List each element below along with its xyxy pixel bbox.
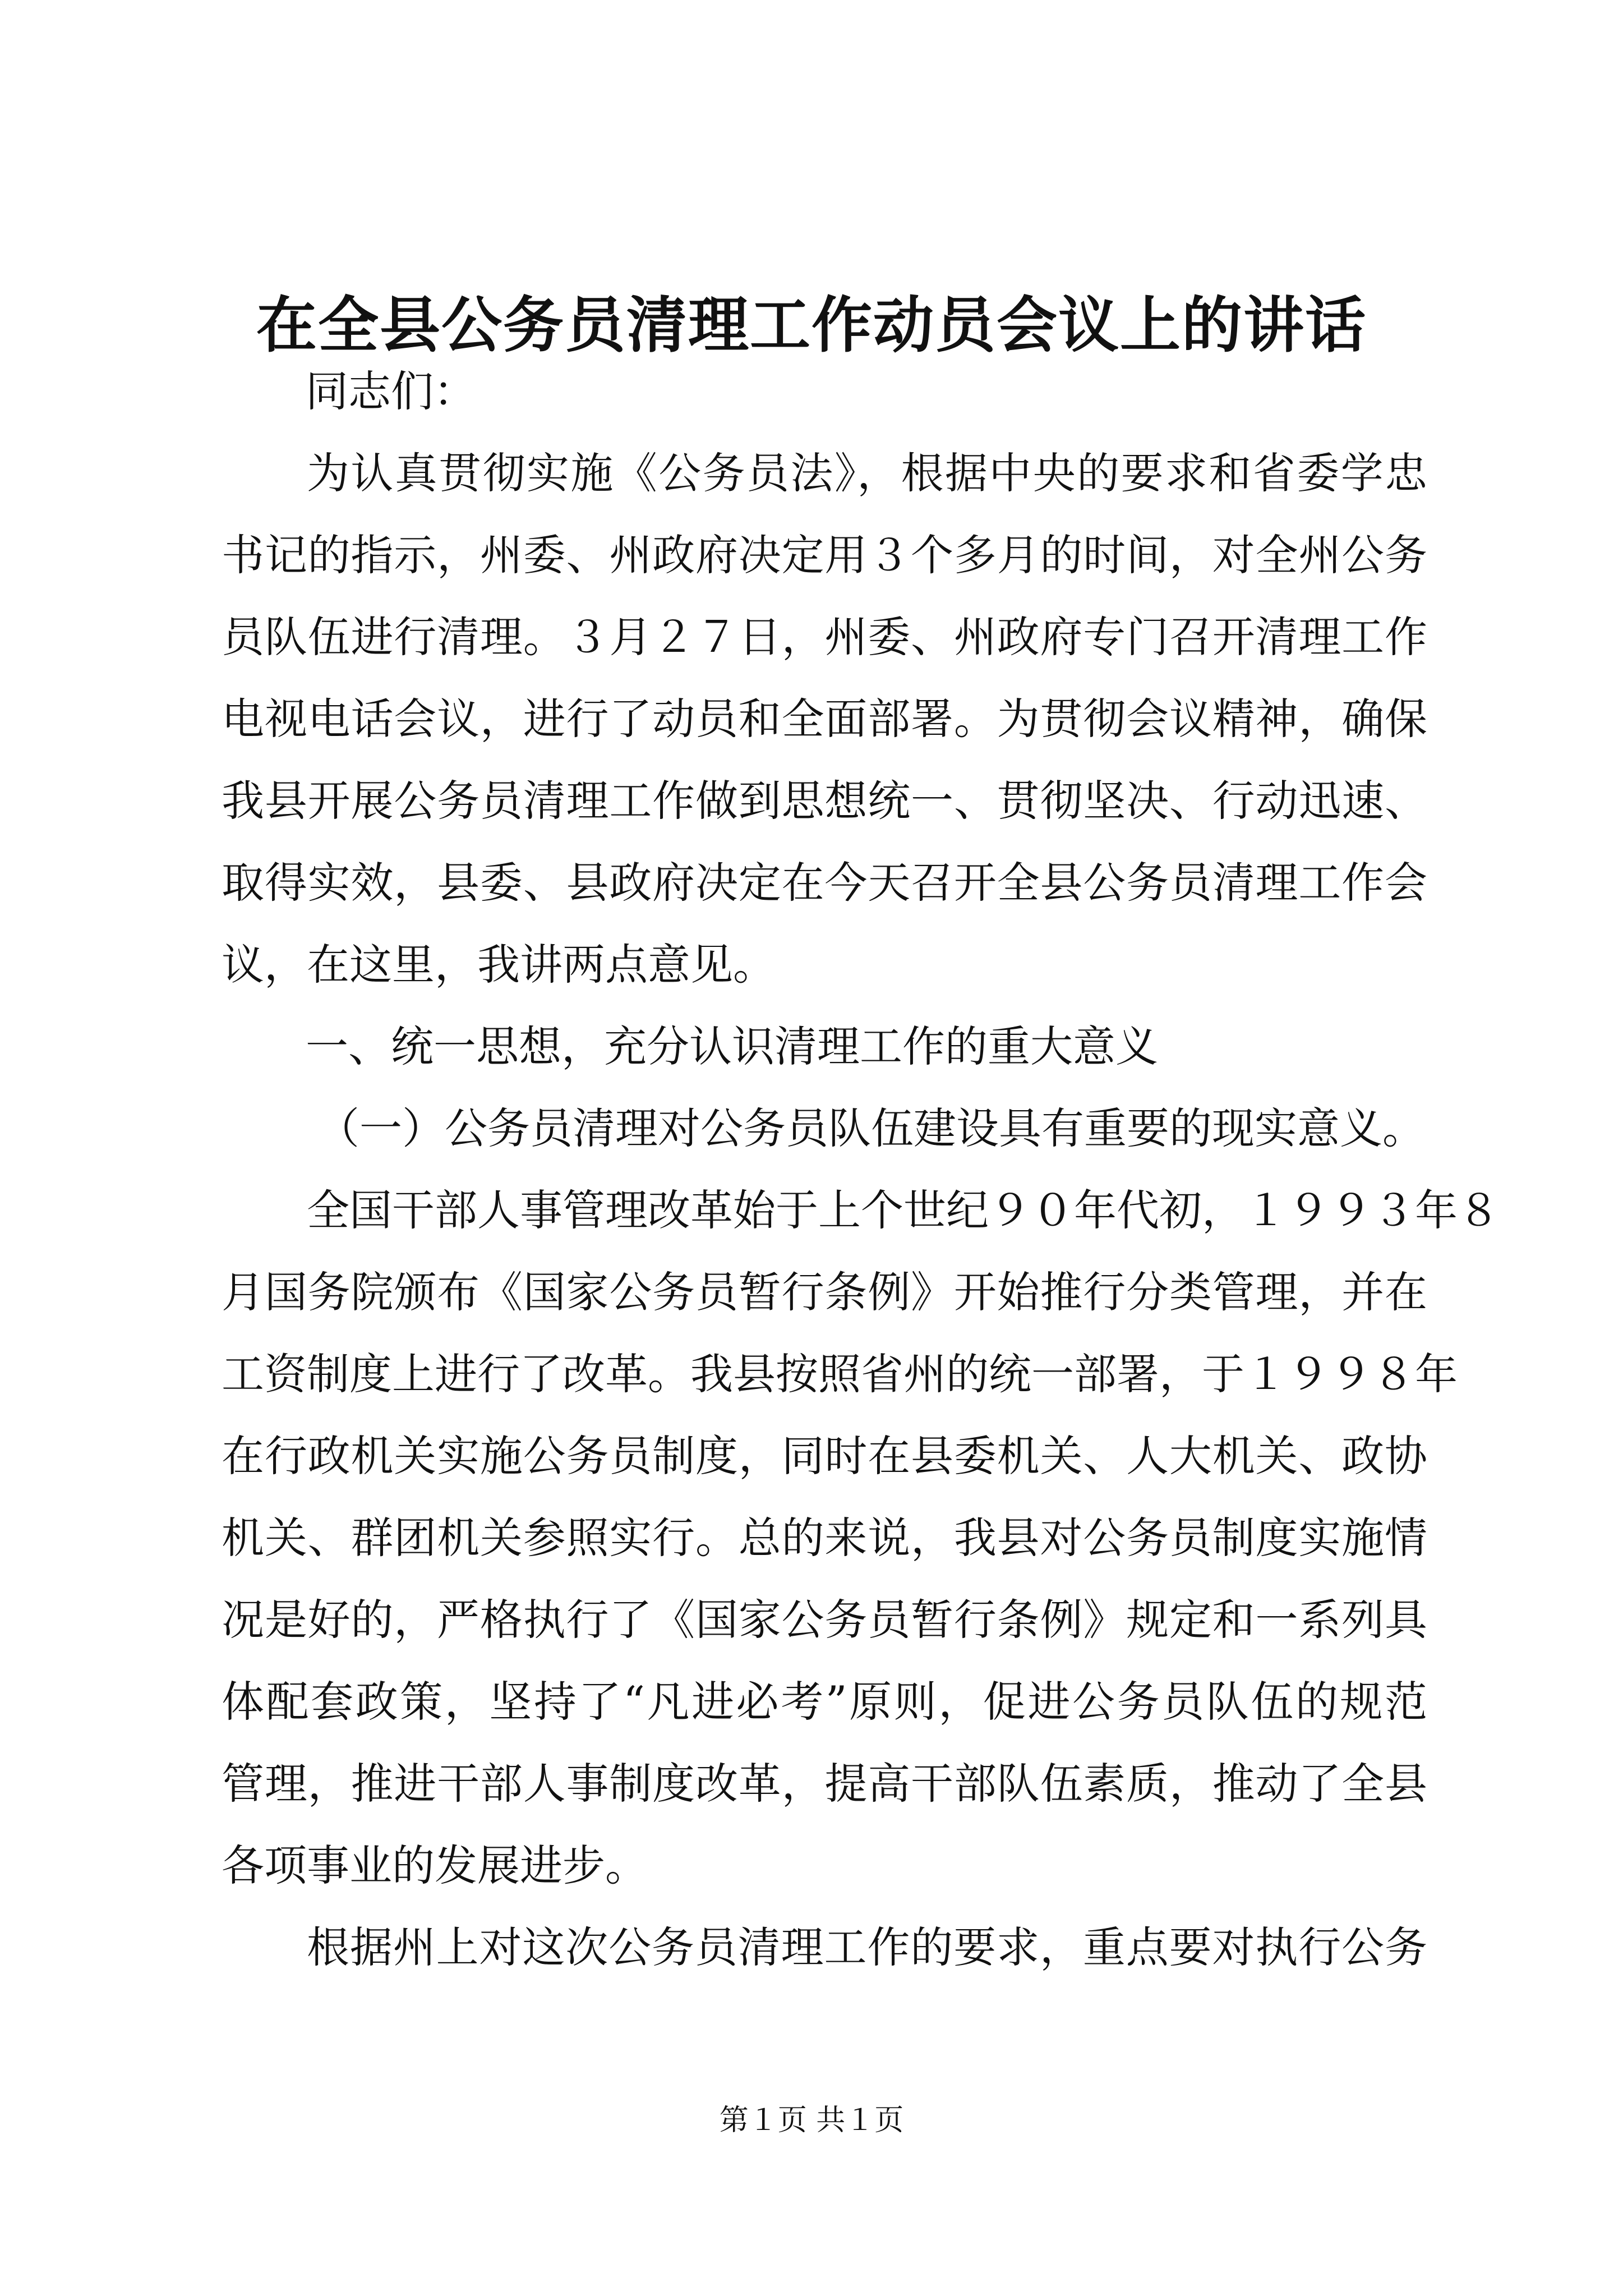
page-footer: 第１页 共１页 xyxy=(719,2104,904,2137)
paragraph-2-line-6: 况是好的，严格执行了《国家公务员暂行条例》规定和一系列具 xyxy=(222,1595,1427,1645)
paragraph-3-line-1: 根据州上对这次公务员清理工作的要求，重点要对执行公务 xyxy=(307,1922,1427,1972)
paragraph-2-line-7: 体配套政策，坚持了“凡进必考”原则，促进公务员队伍的规范 xyxy=(222,1677,1427,1727)
paragraph-1-line-4: 电视电话会议，进行了动员和全面部署。为贯彻会议精神，确保 xyxy=(222,694,1427,744)
paragraph-1-line-6: 取得实效，县委、县政府决定在今天召开全县公务员清理工作会 xyxy=(222,858,1427,908)
paragraph-1-line-7: 议，在这里，我讲两点意见。 xyxy=(222,940,776,990)
paragraph-2-line-8: 管理，推进干部人事制度改革，提高干部队伍素质，推动了全县 xyxy=(222,1759,1427,1809)
subsection-heading-1: （一）公务员清理对公务员队伍建设具有重要的现实意义。 xyxy=(317,1103,1425,1153)
paragraph-2-line-3: 工资制度上进行了改革。我县按照省州的统一部署，于１９９８年 xyxy=(222,1349,1458,1399)
paragraph-2-line-5: 机关、群团机关参照实行。总的来说，我县对公务员制度实施情 xyxy=(222,1513,1427,1563)
paragraph-2-line-9: 各项事业的发展进步。 xyxy=(222,1841,648,1890)
paragraph-1-line-5: 我县开展公务员清理工作做到思想统一、贯彻坚决、行动迅速、 xyxy=(222,776,1427,826)
paragraph-1-line-3: 员队伍进行清理。３月２７日，州委、州政府专门召开清理工作 xyxy=(222,612,1427,662)
salutation: 同志们： xyxy=(306,366,476,416)
document-body xyxy=(222,351,1500,1989)
paragraph-2-line-1: 全国干部人事管理改革始于上个世纪９０年代初，１９９３年８ xyxy=(307,1185,1500,1235)
paragraph-1-line-1: 为认真贯彻实施《公务员法》，根据中央的要求和省委学忠 xyxy=(307,448,1427,498)
document-title: 在全县公务员清理工作动员会议上的讲话 xyxy=(256,290,1367,361)
paragraph-2-line-4: 在行政机关实施公务员制度，同时在县委机关、人大机关、政协 xyxy=(222,1431,1427,1481)
paragraph-2-line-2: 月国务院颁布《国家公务员暂行条例》开始推行分类管理，并在 xyxy=(222,1267,1427,1317)
paragraph-1-line-2: 书记的指示，州委、州政府决定用３个多月的时间，对全州公务 xyxy=(222,530,1427,580)
section-heading-1: 一、统一思想，充分认识清理工作的重大意义 xyxy=(306,1022,1158,1071)
